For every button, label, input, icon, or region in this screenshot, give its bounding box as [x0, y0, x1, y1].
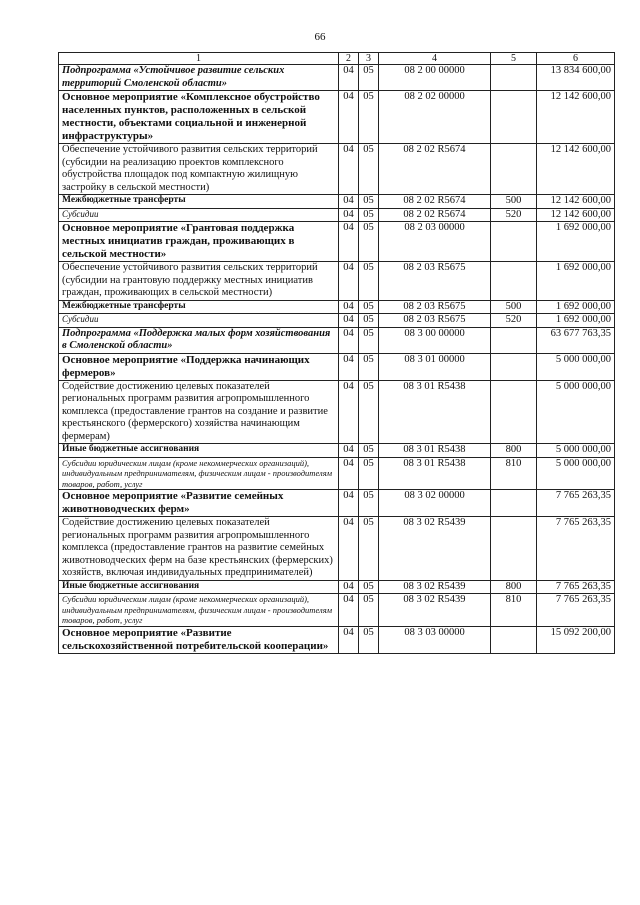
row-code-4-cell: 08 3 01 00000 — [379, 353, 491, 380]
row-amount-cell: 12 142 600,00 — [537, 195, 615, 209]
row-code-5-cell: 500 — [491, 300, 537, 314]
budget-table — [58, 52, 615, 654]
row-code-2-cell: 04 — [339, 490, 359, 517]
row-amount-cell: 5 000 000,00 — [537, 444, 615, 458]
row-amount-cell: 5 000 000,00 — [537, 457, 615, 490]
table-row — [59, 380, 615, 444]
row-code-2-cell: 04 — [339, 195, 359, 209]
row-code-4-cell: 08 3 01 R5438 — [379, 444, 491, 458]
row-name-cell: Подпрограмма «Устойчивое развитие сельских территорий Смоленской области» — [59, 65, 339, 91]
row-amount-cell: 12 142 600,00 — [537, 144, 615, 195]
row-amount-cell: 7 765 263,35 — [537, 490, 615, 517]
row-code-4-cell: 08 2 00 00000 — [379, 65, 491, 91]
row-code-4-cell: 08 3 01 R5438 — [379, 380, 491, 444]
row-amount-cell: 12 142 600,00 — [537, 91, 615, 144]
row-amount-cell: 7 765 263,35 — [537, 517, 615, 581]
row-amount-cell: 5 000 000,00 — [537, 353, 615, 380]
row-name-cell: Основное мероприятие «Развитие сельскохозяйственной потребительской кооперации» — [59, 626, 339, 653]
row-code-3-cell: 05 — [359, 327, 379, 353]
row-code-4-cell: 08 3 02 R5439 — [379, 580, 491, 594]
row-code-3-cell: 05 — [359, 195, 379, 209]
row-name-cell: Иные бюджетные ассигнования — [59, 444, 339, 458]
row-code-3-cell: 05 — [359, 144, 379, 195]
row-code-3-cell: 05 — [359, 490, 379, 517]
row-code-5-cell — [491, 91, 537, 144]
header-cell: 6 — [537, 53, 615, 65]
row-code-3-cell: 05 — [359, 353, 379, 380]
row-code-2-cell: 04 — [339, 457, 359, 490]
row-code-2-cell: 04 — [339, 517, 359, 581]
table-row — [59, 517, 615, 581]
header-cell: 2 — [339, 53, 359, 65]
row-code-2-cell: 04 — [339, 208, 359, 222]
table-row — [59, 490, 615, 517]
row-code-4-cell: 08 2 03 R5675 — [379, 300, 491, 314]
row-name-cell: Содействие достижению целевых показателей региональных программ развития агропромышленного комплекса (предоставление грантов на развитие семейных животноводческих ферм на базе крестьянских (фермерских) хозяйств, включая индивидуальных предпринимателей) — [59, 517, 339, 581]
row-amount-cell: 1 692 000,00 — [537, 222, 615, 262]
table-header-row — [59, 53, 615, 65]
table-row — [59, 144, 615, 195]
row-amount-cell: 1 692 000,00 — [537, 314, 615, 328]
table-row — [59, 222, 615, 262]
row-name-cell: Подпрограмма «Поддержка малых форм хозяйствования в Смоленской области» — [59, 327, 339, 353]
row-code-5-cell: 520 — [491, 314, 537, 328]
row-code-2-cell: 04 — [339, 353, 359, 380]
header-cell: 1 — [59, 53, 339, 65]
row-amount-cell: 1 692 000,00 — [537, 300, 615, 314]
row-code-4-cell: 08 2 03 R5675 — [379, 314, 491, 328]
row-code-5-cell — [491, 353, 537, 380]
row-code-3-cell: 05 — [359, 594, 379, 627]
table-row — [59, 594, 615, 627]
row-code-3-cell: 05 — [359, 314, 379, 328]
row-code-4-cell: 08 3 02 R5439 — [379, 517, 491, 581]
row-code-4-cell: 08 2 02 R5674 — [379, 208, 491, 222]
header-cell: 3 — [359, 53, 379, 65]
row-code-5-cell — [491, 626, 537, 653]
table-row — [59, 208, 615, 222]
table-row — [59, 65, 615, 91]
row-code-3-cell: 05 — [359, 222, 379, 262]
row-name-cell: Межбюджетные трансферты — [59, 195, 339, 209]
row-code-5-cell: 810 — [491, 457, 537, 490]
row-name-cell: Содействие достижению целевых показателей региональных программ развития агропромышленного комплекса (предоставление грантов на создание и развитие крестьянского (фермерского) хозяйства начинающим фермерам) — [59, 380, 339, 444]
table-row — [59, 457, 615, 490]
row-code-5-cell — [491, 65, 537, 91]
row-code-5-cell: 800 — [491, 580, 537, 594]
row-code-2-cell: 04 — [339, 327, 359, 353]
row-code-5-cell — [491, 490, 537, 517]
table-row — [59, 327, 615, 353]
table-row — [59, 300, 615, 314]
row-code-3-cell: 05 — [359, 65, 379, 91]
row-code-3-cell: 05 — [359, 517, 379, 581]
row-code-4-cell: 08 3 00 00000 — [379, 327, 491, 353]
row-code-2-cell: 04 — [339, 91, 359, 144]
row-code-3-cell: 05 — [359, 208, 379, 222]
table-row — [59, 262, 615, 301]
row-name-cell: Основное мероприятие «Развитие семейных животноводческих ферм» — [59, 490, 339, 517]
row-code-5-cell — [491, 327, 537, 353]
row-code-2-cell: 04 — [339, 222, 359, 262]
row-amount-cell: 15 092 200,00 — [537, 626, 615, 653]
row-code-2-cell: 04 — [339, 444, 359, 458]
row-name-cell: Межбюджетные трансферты — [59, 300, 339, 314]
row-code-4-cell: 08 2 02 00000 — [379, 91, 491, 144]
row-name-cell: Обеспечение устойчивого развития сельских территорий (субсидии на реализацию проектов комплексного обустройства площадок под компактную жилищную застройку в сельской местности) — [59, 144, 339, 195]
row-code-4-cell: 08 3 02 00000 — [379, 490, 491, 517]
row-code-4-cell: 08 3 01 R5438 — [379, 457, 491, 490]
row-code-5-cell: 500 — [491, 195, 537, 209]
row-name-cell: Субсидии юридическим лицам (кроме некоммерческих организаций), индивидуальным предпринимателям, физическим лицам - производителям товаров, работ, услуг — [59, 594, 339, 627]
row-name-cell: Субсидии юридическим лицам (кроме некоммерческих организаций), индивидуальным предпринимателям, физическим лицам - производителям товаров, работ, услуг — [59, 457, 339, 490]
table-row — [59, 353, 615, 380]
row-code-2-cell: 04 — [339, 144, 359, 195]
row-code-5-cell — [491, 222, 537, 262]
row-code-4-cell: 08 3 02 R5439 — [379, 594, 491, 627]
row-code-5-cell: 800 — [491, 444, 537, 458]
row-code-5-cell — [491, 144, 537, 195]
row-code-4-cell: 08 3 03 00000 — [379, 626, 491, 653]
row-amount-cell: 7 765 263,35 — [537, 594, 615, 627]
row-code-3-cell: 05 — [359, 444, 379, 458]
table-row — [59, 91, 615, 144]
row-name-cell: Основное мероприятие «Комплексное обустройство населенных пунктов, расположенных в сельской местности, объектами социальной и инженерной инфраструктуры» — [59, 91, 339, 144]
row-amount-cell: 7 765 263,35 — [537, 580, 615, 594]
table-row — [59, 580, 615, 594]
table-row — [59, 444, 615, 458]
row-code-5-cell — [491, 517, 537, 581]
row-code-5-cell — [491, 262, 537, 301]
table-row — [59, 314, 615, 328]
row-name-cell: Основное мероприятие «Поддержка начинающих фермеров» — [59, 353, 339, 380]
row-code-3-cell: 05 — [359, 457, 379, 490]
row-code-2-cell: 04 — [339, 300, 359, 314]
row-code-3-cell: 05 — [359, 580, 379, 594]
table-row — [59, 195, 615, 209]
row-name-cell: Субсидии — [59, 314, 339, 328]
row-amount-cell: 5 000 000,00 — [537, 380, 615, 444]
table-row — [59, 626, 615, 653]
row-amount-cell: 63 677 763,35 — [537, 327, 615, 353]
row-name-cell: Обеспечение устойчивого развития сельских территорий (субсидии на грантовую поддержку местных инициатив граждан, проживающих в сельской местности) — [59, 262, 339, 301]
header-cell: 4 — [379, 53, 491, 65]
header-cell: 5 — [491, 53, 537, 65]
row-code-3-cell: 05 — [359, 300, 379, 314]
row-amount-cell: 13 834 600,00 — [537, 65, 615, 91]
row-name-cell: Субсидии — [59, 208, 339, 222]
row-code-3-cell: 05 — [359, 262, 379, 301]
row-name-cell: Иные бюджетные ассигнования — [59, 580, 339, 594]
page-number: 66 — [314, 31, 326, 43]
row-code-3-cell: 05 — [359, 626, 379, 653]
row-amount-cell: 1 692 000,00 — [537, 262, 615, 301]
row-code-5-cell: 520 — [491, 208, 537, 222]
row-code-2-cell: 04 — [339, 580, 359, 594]
row-code-3-cell: 05 — [359, 380, 379, 444]
row-code-2-cell: 04 — [339, 594, 359, 627]
row-amount-cell: 12 142 600,00 — [537, 208, 615, 222]
row-code-5-cell: 810 — [491, 594, 537, 627]
row-name-cell: Основное мероприятие «Грантовая поддержка местных инициатив граждан, проживающих в сельской местности» — [59, 222, 339, 262]
row-code-4-cell: 08 2 02 R5674 — [379, 195, 491, 209]
row-code-2-cell: 04 — [339, 262, 359, 301]
row-code-5-cell — [491, 380, 537, 444]
row-code-2-cell: 04 — [339, 65, 359, 91]
row-code-4-cell: 08 2 02 R5674 — [379, 144, 491, 195]
row-code-2-cell: 04 — [339, 380, 359, 444]
row-code-2-cell: 04 — [339, 314, 359, 328]
row-code-2-cell: 04 — [339, 626, 359, 653]
row-code-3-cell: 05 — [359, 91, 379, 144]
row-code-4-cell: 08 2 03 00000 — [379, 222, 491, 262]
row-code-4-cell: 08 2 03 R5675 — [379, 262, 491, 301]
